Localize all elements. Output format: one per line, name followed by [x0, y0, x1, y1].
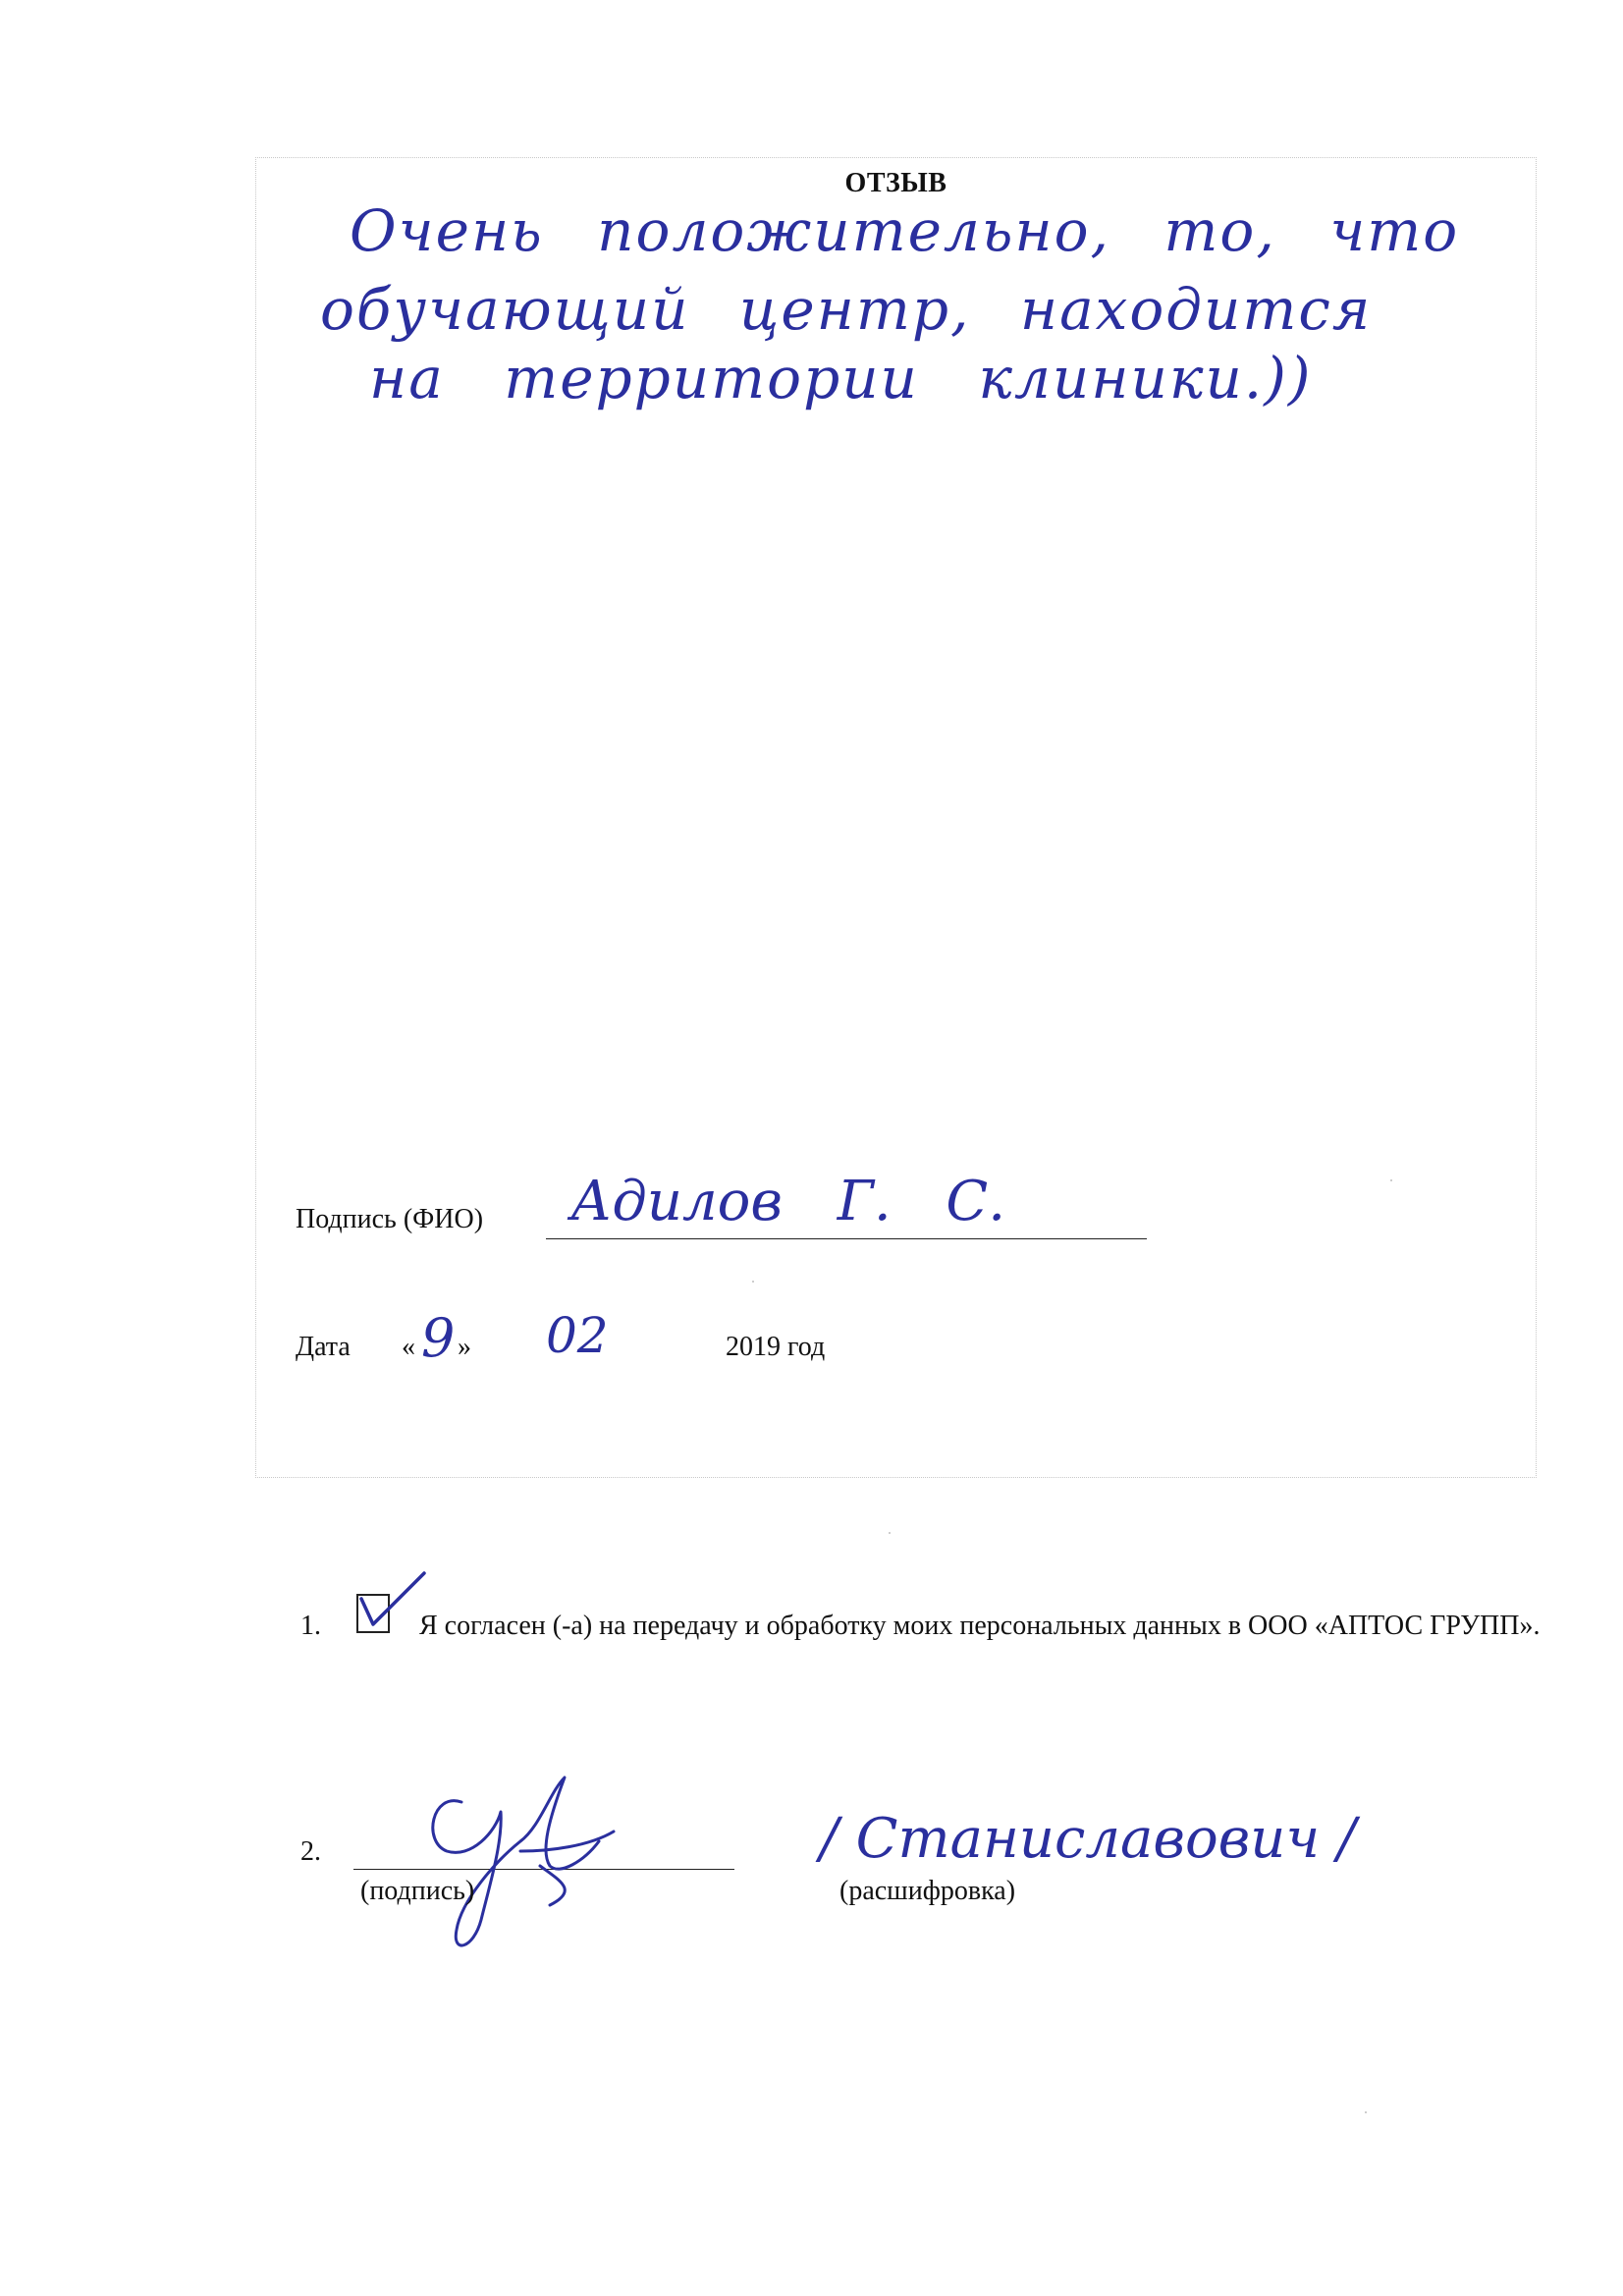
review-handwritten-line-2: обучающий центр, находится [320, 276, 1373, 343]
date-label: Дата [296, 1332, 351, 1362]
signature-caption: (подпись) [360, 1876, 475, 1906]
signature-label: Подпись (ФИО) [296, 1204, 484, 1234]
scan-speck [1365, 2111, 1367, 2113]
date-year: 2019 год [726, 1332, 826, 1362]
scan-speck [1390, 1179, 1392, 1181]
scan-speck [752, 1281, 754, 1283]
review-handwritten-line-3: на территории клиники.)) [369, 345, 1313, 411]
scan-speck [889, 1532, 891, 1534]
decoding-handwritten: / Станиславович / [820, 1807, 1356, 1871]
signature-handwritten-name: Адилов Г. С. [570, 1170, 1006, 1233]
date-month-handwritten: 02 [546, 1307, 609, 1364]
date-quote-open: « [402, 1332, 415, 1362]
decoding-caption: (расшифровка) [839, 1876, 1016, 1906]
review-title: ОТЗЫВ [844, 168, 947, 198]
date-day-handwritten: 9 [421, 1307, 456, 1369]
consent-item-number: 1. [300, 1611, 321, 1641]
date-quote-close: » [458, 1332, 471, 1362]
handwritten-signature-mark [403, 1773, 619, 1959]
review-handwritten-line-1: Очень положительно, то, что [350, 197, 1460, 264]
signoff-item-number: 2. [300, 1836, 321, 1867]
review-frame [255, 157, 1537, 1478]
signature-underline [546, 1238, 1147, 1239]
consent-text: Я согласен (-а) на передачу и обработку моих персональных данных в ООО «АПТОС ГРУПП». [419, 1611, 1541, 1641]
